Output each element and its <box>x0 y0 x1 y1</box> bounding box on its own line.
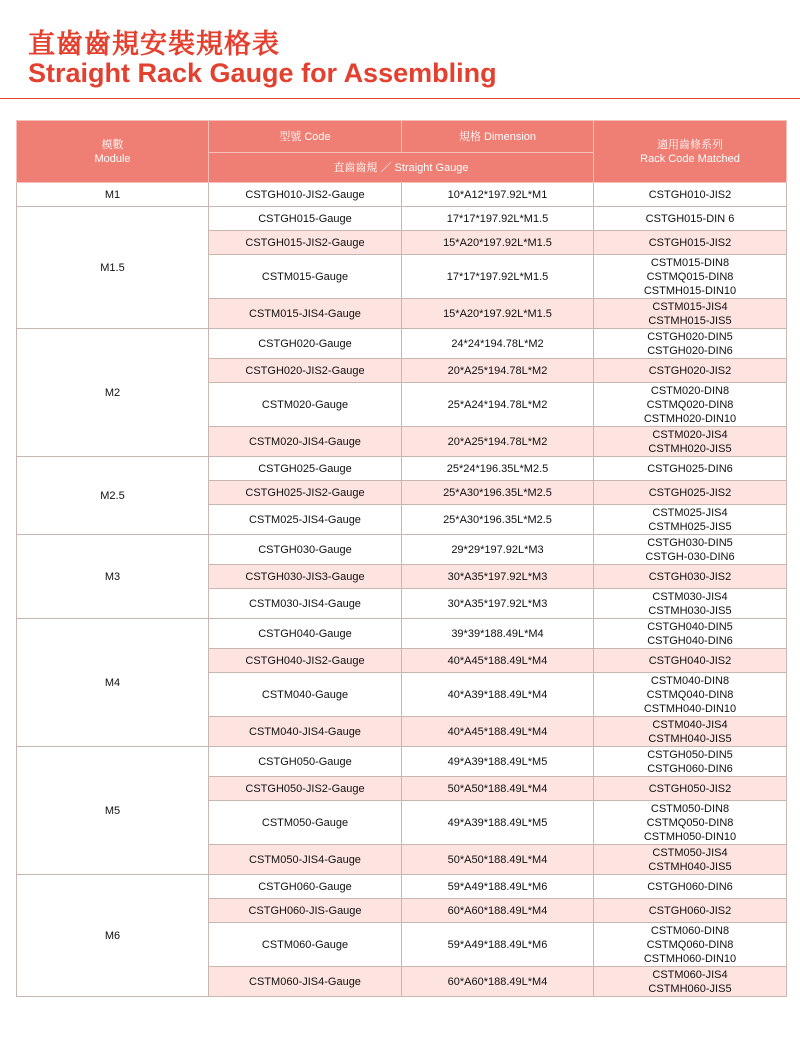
dimension-cell: 50*A50*188.49L*M4 <box>402 777 594 801</box>
rack-code: CSTGH060-JIS2 <box>648 904 732 917</box>
code-cell: CSTGH040-Gauge <box>209 619 402 649</box>
rack-code: CSTMQ060-DIN8 <box>646 938 734 951</box>
code-cell: CSTGH020-Gauge <box>209 329 402 359</box>
code-cell: CSTM060-JIS4-Gauge <box>209 967 402 997</box>
table-row <box>17 875 787 899</box>
title-divider <box>0 98 800 99</box>
dimension-cell: 59*A49*188.49L*M6 <box>402 875 594 899</box>
rack-match-cell <box>594 231 787 255</box>
dimension-cell: 40*A45*188.49L*M4 <box>402 717 594 747</box>
rack-code: CSTGH060-DIN6 <box>647 880 733 893</box>
rack-code: CSTMH025-JIS5 <box>648 520 732 533</box>
rack-match-cell <box>594 299 787 329</box>
rack-code: CSTM040-DIN8 <box>650 674 730 687</box>
code-cell: CSTGH050-Gauge <box>209 747 402 777</box>
rack-code: CSTM020-JIS4 <box>652 428 728 441</box>
rack-code: CSTMQ015-DIN8 <box>646 270 734 283</box>
rack-code: CSTGH020-DIN5 <box>647 330 733 343</box>
rack-match-cell <box>594 875 787 899</box>
dimension-cell: 20*A25*194.78L*M2 <box>402 359 594 383</box>
spec-table-body <box>17 183 787 997</box>
header-module-zh: 模數 <box>101 138 124 151</box>
page-title-english: Straight Rack Gauge for Assembling <box>28 58 497 88</box>
rack-match-cell <box>594 899 787 923</box>
rack-code: CSTGH040-DIN6 <box>647 634 733 647</box>
rack-code: CSTGH020-JIS2 <box>648 364 732 377</box>
module-cell: M6 <box>17 875 209 997</box>
rack-code: CSTGH030-DIN5 <box>647 536 733 549</box>
dimension-cell: 17*17*197.92L*M1.5 <box>402 255 594 299</box>
table-row <box>17 535 787 565</box>
rack-match-cell <box>594 923 787 967</box>
table-row <box>17 457 787 481</box>
module-cell: M1.5 <box>17 207 209 329</box>
rack-code: CSTMH040-JIS5 <box>648 732 732 745</box>
code-cell: CSTM020-JIS4-Gauge <box>209 427 402 457</box>
rack-code: CSTGH030-JIS2 <box>648 570 732 583</box>
rack-code: CSTGH025-DIN6 <box>647 462 733 475</box>
rack-match-cell <box>594 535 787 565</box>
rack-code: CSTMH040-JIS5 <box>648 860 732 873</box>
code-cell: CSTGH025-Gauge <box>209 457 402 481</box>
rack-code: CSTM060-DIN8 <box>650 924 730 937</box>
rack-code: CSTMQ040-DIN8 <box>646 688 734 701</box>
header-module <box>17 121 209 183</box>
dimension-cell: 17*17*197.92L*M1.5 <box>402 207 594 231</box>
table-row <box>17 619 787 649</box>
header-code: 型號 Code <box>209 121 402 153</box>
header-rack-match <box>594 121 787 183</box>
module-cell: M3 <box>17 535 209 619</box>
dimension-cell: 15*A20*197.92L*M1.5 <box>402 231 594 255</box>
code-cell: CSTM025-JIS4-Gauge <box>209 505 402 535</box>
rack-match-cell <box>594 481 787 505</box>
rack-code: CSTM050-JIS4 <box>652 846 728 859</box>
code-cell: CSTGH040-JIS2-Gauge <box>209 649 402 673</box>
dimension-cell: 40*A45*188.49L*M4 <box>402 649 594 673</box>
rack-code: CSTGH020-DIN6 <box>647 344 733 357</box>
rack-code: CSTMH040-DIN10 <box>643 702 737 715</box>
rack-code: CSTGH-030-DIN6 <box>645 550 735 563</box>
module-cell: M5 <box>17 747 209 875</box>
rack-match-cell <box>594 255 787 299</box>
dimension-cell: 60*A60*188.49L*M4 <box>402 899 594 923</box>
rack-match-cell <box>594 565 787 589</box>
rack-match-cell <box>594 383 787 427</box>
code-cell: CSTM015-Gauge <box>209 255 402 299</box>
rack-code: CSTMH020-JIS5 <box>648 442 732 455</box>
rack-match-cell <box>594 649 787 673</box>
rack-match-cell <box>594 967 787 997</box>
dimension-cell: 50*A50*188.49L*M4 <box>402 845 594 875</box>
rack-code: CSTM030-JIS4 <box>652 590 728 603</box>
module-cell: M2.5 <box>17 457 209 535</box>
dimension-cell: 15*A20*197.92L*M1.5 <box>402 299 594 329</box>
code-cell: CSTGH025-JIS2-Gauge <box>209 481 402 505</box>
rack-code: CSTM015-DIN8 <box>650 256 730 269</box>
rack-match-cell <box>594 589 787 619</box>
dimension-cell: 40*A39*188.49L*M4 <box>402 673 594 717</box>
rack-code: CSTGH015-DIN 6 <box>645 212 735 225</box>
code-cell: CSTM040-JIS4-Gauge <box>209 717 402 747</box>
rack-match-cell <box>594 845 787 875</box>
rack-match-cell <box>594 207 787 231</box>
rack-code: CSTGH015-JIS2 <box>648 236 732 249</box>
rack-code: CSTM060-JIS4 <box>652 968 728 981</box>
table-row <box>17 747 787 777</box>
rack-code: CSTM025-JIS4 <box>652 506 728 519</box>
code-cell: CSTM050-Gauge <box>209 801 402 845</box>
rack-code: CSTMH015-JIS5 <box>648 314 732 327</box>
rack-match-cell <box>594 427 787 457</box>
rack-code: CSTM050-DIN8 <box>650 802 730 815</box>
rack-match-cell <box>594 359 787 383</box>
rack-match-cell <box>594 777 787 801</box>
dimension-cell: 20*A25*194.78L*M2 <box>402 427 594 457</box>
rack-match-cell <box>594 801 787 845</box>
page-title-chinese: 直齒齒規安裝規格表 <box>28 29 280 60</box>
rack-code: CSTGH010-JIS2 <box>648 188 732 201</box>
code-cell: CSTGH050-JIS2-Gauge <box>209 777 402 801</box>
rack-code: CSTM020-DIN8 <box>650 384 730 397</box>
code-cell: CSTM030-JIS4-Gauge <box>209 589 402 619</box>
rack-match-cell <box>594 747 787 777</box>
module-cell: M2 <box>17 329 209 457</box>
code-cell: CSTGH060-JIS-Gauge <box>209 899 402 923</box>
header-match-zh: 適用齒條系列 <box>657 138 723 151</box>
dimension-cell: 29*29*197.92L*M3 <box>402 535 594 565</box>
rack-code: CSTGH050-JIS2 <box>648 782 732 795</box>
rack-code: CSTMQ020-DIN8 <box>646 398 734 411</box>
dimension-cell: 49*A39*188.49L*M5 <box>402 747 594 777</box>
rack-code: CSTGH050-DIN5 <box>647 748 733 761</box>
header-match-en: Rack Code Matched <box>640 152 740 165</box>
dimension-cell: 39*39*188.49L*M4 <box>402 619 594 649</box>
code-cell: CSTM040-Gauge <box>209 673 402 717</box>
dimension-cell: 25*A24*194.78L*M2 <box>402 383 594 427</box>
code-cell: CSTGH020-JIS2-Gauge <box>209 359 402 383</box>
table-row <box>17 207 787 231</box>
code-cell: CSTM015-JIS4-Gauge <box>209 299 402 329</box>
code-cell: CSTM060-Gauge <box>209 923 402 967</box>
rack-match-cell <box>594 673 787 717</box>
dimension-cell: 30*A35*197.92L*M3 <box>402 589 594 619</box>
code-cell: CSTM020-Gauge <box>209 383 402 427</box>
code-cell: CSTGH015-Gauge <box>209 207 402 231</box>
rack-match-cell <box>594 505 787 535</box>
rack-match-cell <box>594 183 787 207</box>
code-cell: CSTGH030-Gauge <box>209 535 402 565</box>
rack-code: CSTGH060-DIN6 <box>647 762 733 775</box>
header-dimension: 規格 Dimension <box>402 121 594 153</box>
rack-match-cell <box>594 619 787 649</box>
rack-code: CSTMH060-JIS5 <box>648 982 732 995</box>
header-module-en: Module <box>94 152 131 165</box>
header-straight-gauge: 直齒齒規 ／ Straight Gauge <box>209 153 594 183</box>
code-cell: CSTGH060-Gauge <box>209 875 402 899</box>
table-row <box>17 329 787 359</box>
rack-code: CSTGH040-DIN5 <box>647 620 733 633</box>
table-row <box>17 183 787 207</box>
rack-match-cell <box>594 717 787 747</box>
dimension-cell: 25*A30*196.35L*M2.5 <box>402 481 594 505</box>
rack-code: CSTM040-JIS4 <box>652 718 728 731</box>
spec-table <box>16 120 787 997</box>
dimension-cell: 25*A30*196.35L*M2.5 <box>402 505 594 535</box>
dimension-cell: 59*A49*188.49L*M6 <box>402 923 594 967</box>
code-cell: CSTGH015-JIS2-Gauge <box>209 231 402 255</box>
rack-code: CSTMH060-DIN10 <box>643 952 737 965</box>
rack-match-cell <box>594 329 787 359</box>
module-cell: M1 <box>17 183 209 207</box>
rack-match-cell <box>594 457 787 481</box>
rack-code: CSTMH030-JIS5 <box>648 604 732 617</box>
code-cell: CSTM050-JIS4-Gauge <box>209 845 402 875</box>
rack-code: CSTGH025-JIS2 <box>648 486 732 499</box>
rack-code: CSTM015-JIS4 <box>652 300 728 313</box>
rack-code: CSTMH050-DIN10 <box>643 830 737 843</box>
dimension-cell: 60*A60*188.49L*M4 <box>402 967 594 997</box>
dimension-cell: 10*A12*197.92L*M1 <box>402 183 594 207</box>
rack-code: CSTMH015-DIN10 <box>643 284 737 297</box>
dimension-cell: 24*24*194.78L*M2 <box>402 329 594 359</box>
rack-code: CSTMH020-DIN10 <box>643 412 737 425</box>
rack-code: CSTMQ050-DIN8 <box>646 816 734 829</box>
dimension-cell: 49*A39*188.49L*M5 <box>402 801 594 845</box>
dimension-cell: 25*24*196.35L*M2.5 <box>402 457 594 481</box>
code-cell: CSTGH030-JIS3-Gauge <box>209 565 402 589</box>
module-cell: M4 <box>17 619 209 747</box>
code-cell: CSTGH010-JIS2-Gauge <box>209 183 402 207</box>
rack-code: CSTGH040-JIS2 <box>648 654 732 667</box>
dimension-cell: 30*A35*197.92L*M3 <box>402 565 594 589</box>
